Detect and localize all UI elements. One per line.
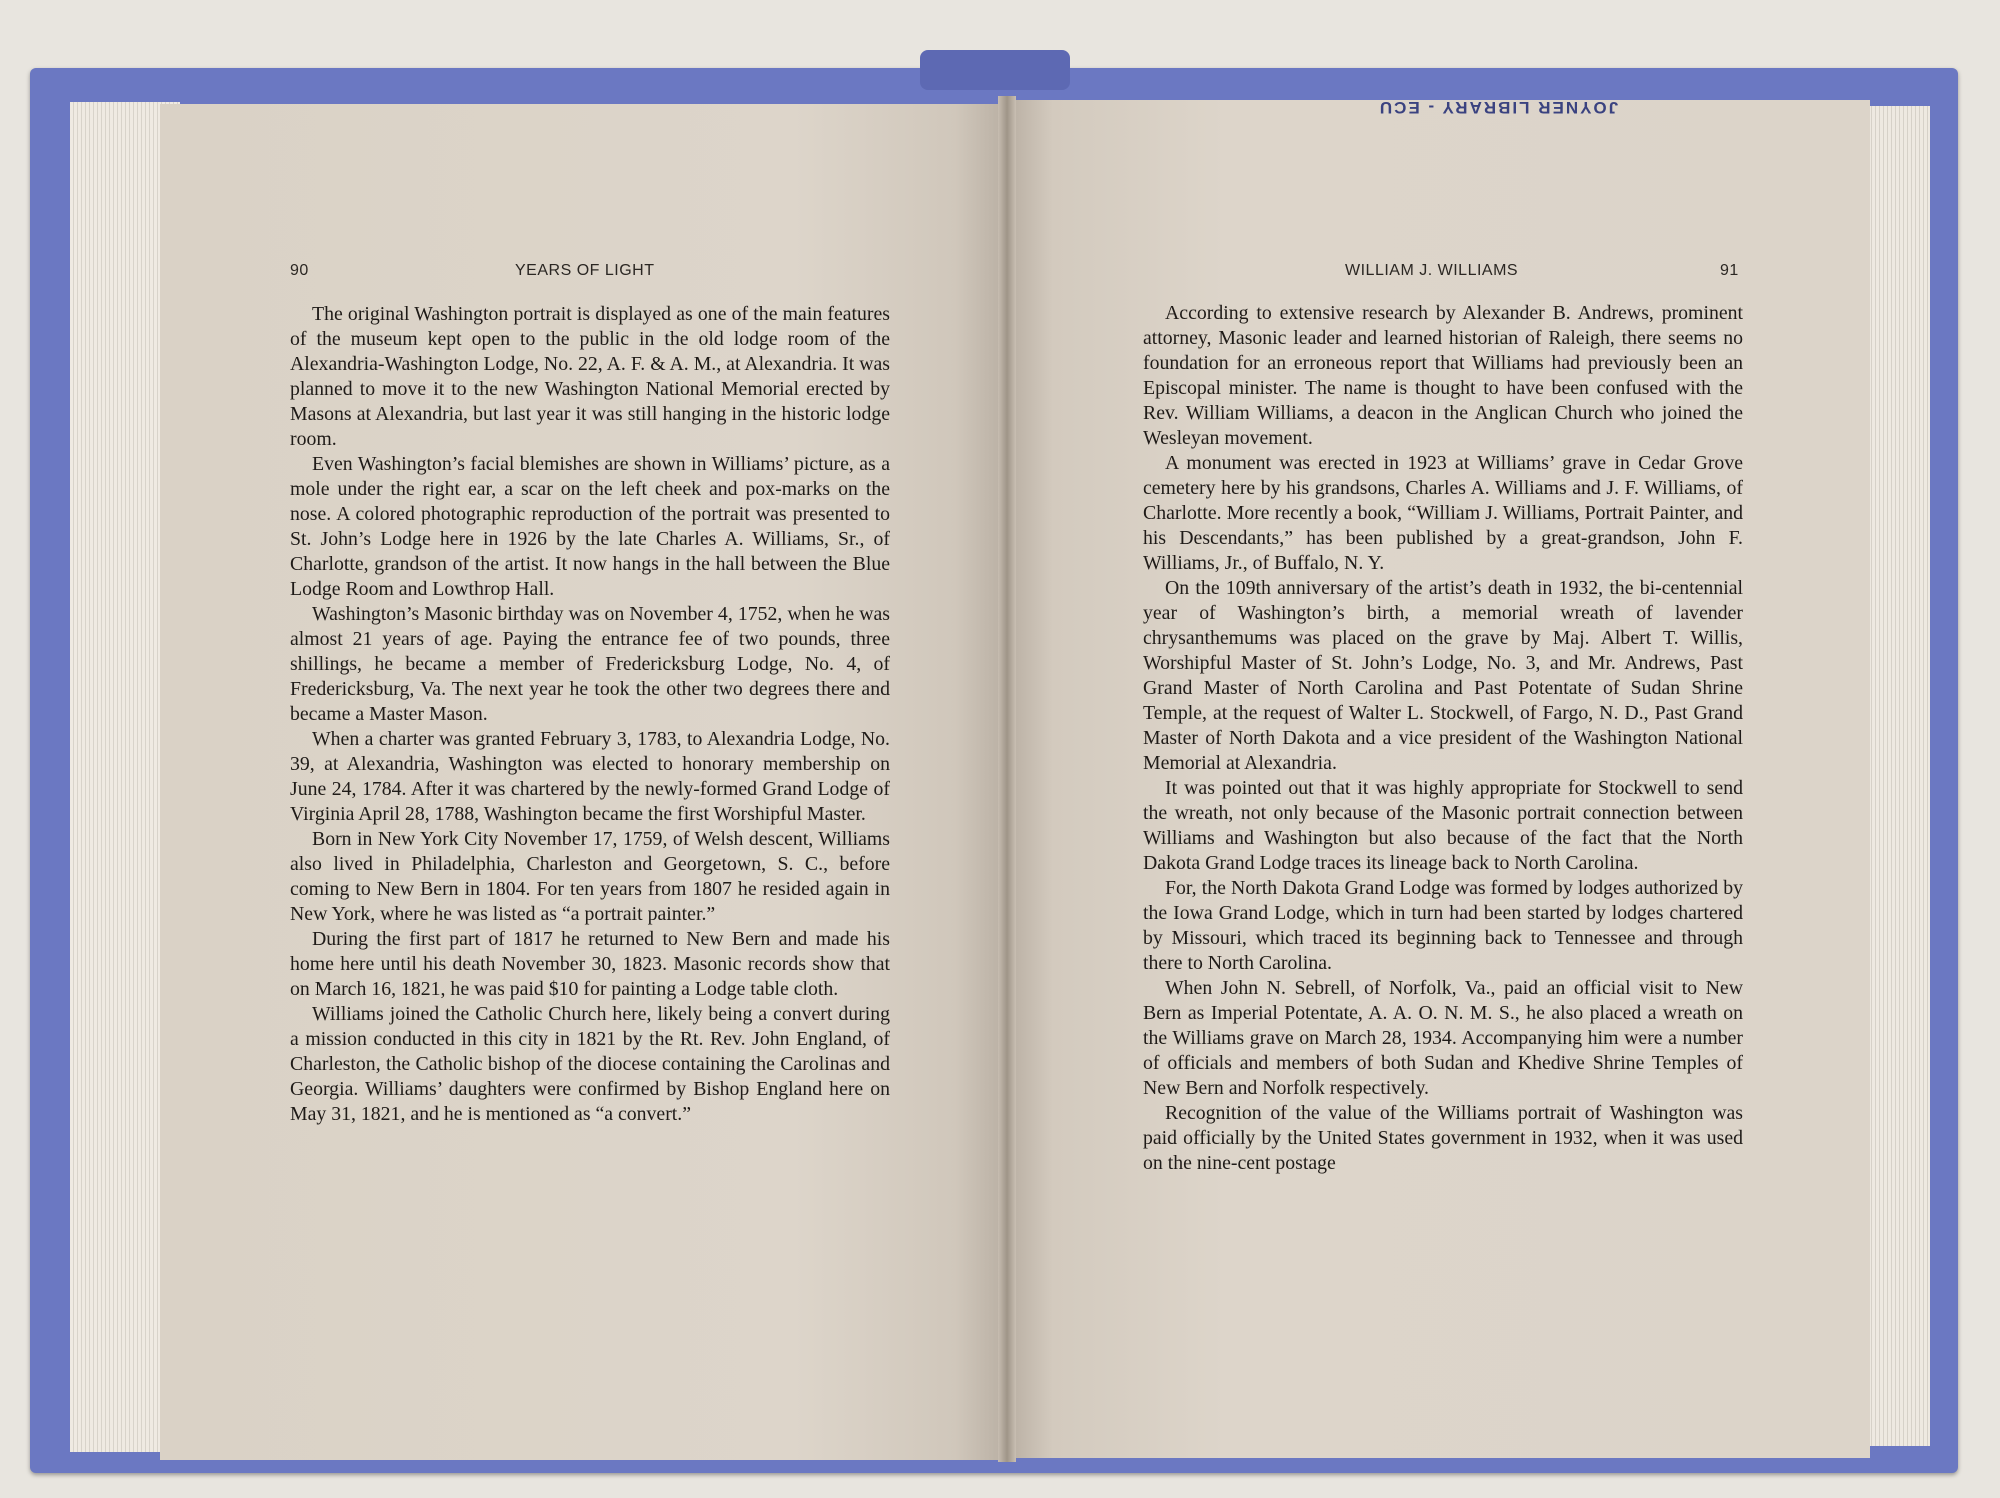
paragraph: Williams joined the Catholic Church here, likely being a convert during a mission conducted in this city in 1821 by the Rt. Rev. John England, of Charleston, the Catholic bishop of the diocese containing the Carolinas and Georgia. Williams’ daughters were confirmed by Bishop England here on May 31, 1821, and he is mentioned as “a convert.” xyxy=(290,1003,890,1125)
book-gutter xyxy=(998,96,1016,1462)
library-stamp: JOYNER LIBRARY - ECU xyxy=(1377,98,1619,117)
page-edges-right xyxy=(1860,106,1930,1446)
book-spine-top xyxy=(920,50,1070,90)
right-running-head: WILLIAM J. WILLIAMS xyxy=(1345,262,1519,279)
paragraph: Born in New York City November 17, 1759, of Welsh descent, Williams also lived in Philadelphia, Charleston and Georgetown, S. C., before coming to New Bern in 1804. For ten years from 1807 he resided again in New York, where he was listed as “a portrait painter.” xyxy=(290,828,890,925)
paragraph: According to extensive research by Alexander B. Andrews, prominent attorney, Masonic leader and learned historian of Raleigh, there seems no foundation for an erroneous report that Williams had previously been an Episcopal minister. The name is thought to have been confused with the Rev. William Williams, a deacon in the Anglican Church who joined the Wesleyan movement. xyxy=(1143,302,1743,449)
paragraph: For, the North Dakota Grand Lodge was formed by lodges authorized by the Iowa Grand Lodge, which in turn had been started by lodges chartered by Missouri, which traced its beginning back to Tennessee and through there to North Carolina. xyxy=(1143,877,1743,974)
left-running-head: YEARS OF LIGHT xyxy=(515,262,655,279)
paragraph: When John N. Sebrell, of Norfolk, Va., paid an official visit to New Bern as Imperial Potentate, A. A. O. N. M. S., he also placed a wreath on the Williams grave on March 28, 1934. Accompanying him were a number of officials and members of both Sudan and Khedive Shrine Temples of New Bern and Norfolk respectively. xyxy=(1143,977,1743,1099)
paragraph: A monument was erected in 1923 at Williams’ grave in Cedar Grove cemetery here by his grandsons, Charles A. Williams and J. F. Williams, of Charlotte. More recently a book, “William J. Williams, Portrait Painter, and his Descendants,” has been published by a great-grandson, John F. Williams, Jr., of Buffalo, N. Y. xyxy=(1143,452,1743,574)
paragraph: The original Washington portrait is displayed as one of the main features of the museum kept open to the public in the old lodge room of the Alexandria-Washington Lodge, No. 22, A. F. & A. M., at Alexandria. It was planned to move it to the new Washington National Memorial erected by Masons at Alexandria, but last year it was still hanging in the historic lodge room. xyxy=(290,303,890,450)
right-text-column xyxy=(1143,301,1743,1176)
right-page-number: 91 xyxy=(1720,262,1739,279)
paragraph: Washington’s Masonic birthday was on November 4, 1752, when he was almost 21 years of age. Paying the entrance fee of two pounds, three shillings, he became a member of Fredericksburg Lodge, No. 4, of Fredericksburg, Va. The next year he took the other two degrees there and became a Master Mason. xyxy=(290,603,890,725)
paragraph: Recognition of the value of the Williams portrait of Washington was paid officially by the United States government in 1932, when it was used on the nine-cent postage xyxy=(1143,1102,1743,1174)
paragraph: It was pointed out that it was highly appropriate for Stockwell to send the wreath, not only because of the Masonic portrait connection between Williams and Washington but also because of the fact that the North Dakota Grand Lodge traces its lineage back to North Carolina. xyxy=(1143,777,1743,874)
paragraph: During the first part of 1817 he returned to New Bern and made his home here until his death November 30, 1823. Masonic records show that on March 16, 1821, he was paid $10 for painting a Lodge table cloth. xyxy=(290,928,890,1000)
left-text-column xyxy=(290,302,890,1127)
left-page-number: 90 xyxy=(290,262,309,279)
paragraph: Even Washington’s facial blemishes are shown in Williams’ picture, as a mole under the right ear, a scar on the left cheek and pox-marks on the nose. A colored photographic reproduction of the portrait was presented to St. John’s Lodge here in 1926 by the late Charles A. Williams, Sr., of Charlotte, grandson of the artist. It now hangs in the hall between the Blue Lodge Room and Lowthrop Hall. xyxy=(290,453,890,600)
paragraph: On the 109th anniversary of the artist’s death in 1932, the bi-centennial year of Washington’s birth, a memorial wreath of lavender chrysanthemums was placed on the grave by Maj. Albert T. Willis, Worshipful Master of St. John’s Lodge, No. 3, and Mr. Andrews, Past Grand Master of North Carolina and Past Potentate of Sudan Shrine Temple, at the request of Walter L. Stockwell, of Fargo, N. D., Past Grand Master of North Dakota and a vice president of the Washington National Memorial at Alexandria. xyxy=(1143,577,1743,774)
paragraph: When a charter was granted February 3, 1783, to Alexandria Lodge, No. 39, at Alexandria, Washington was elected to honorary membership on June 24, 1784. After it was chartered by the newly-formed Grand Lodge of Virginia April 28, 1788, Washington became the first Worshipful Master. xyxy=(290,728,890,825)
